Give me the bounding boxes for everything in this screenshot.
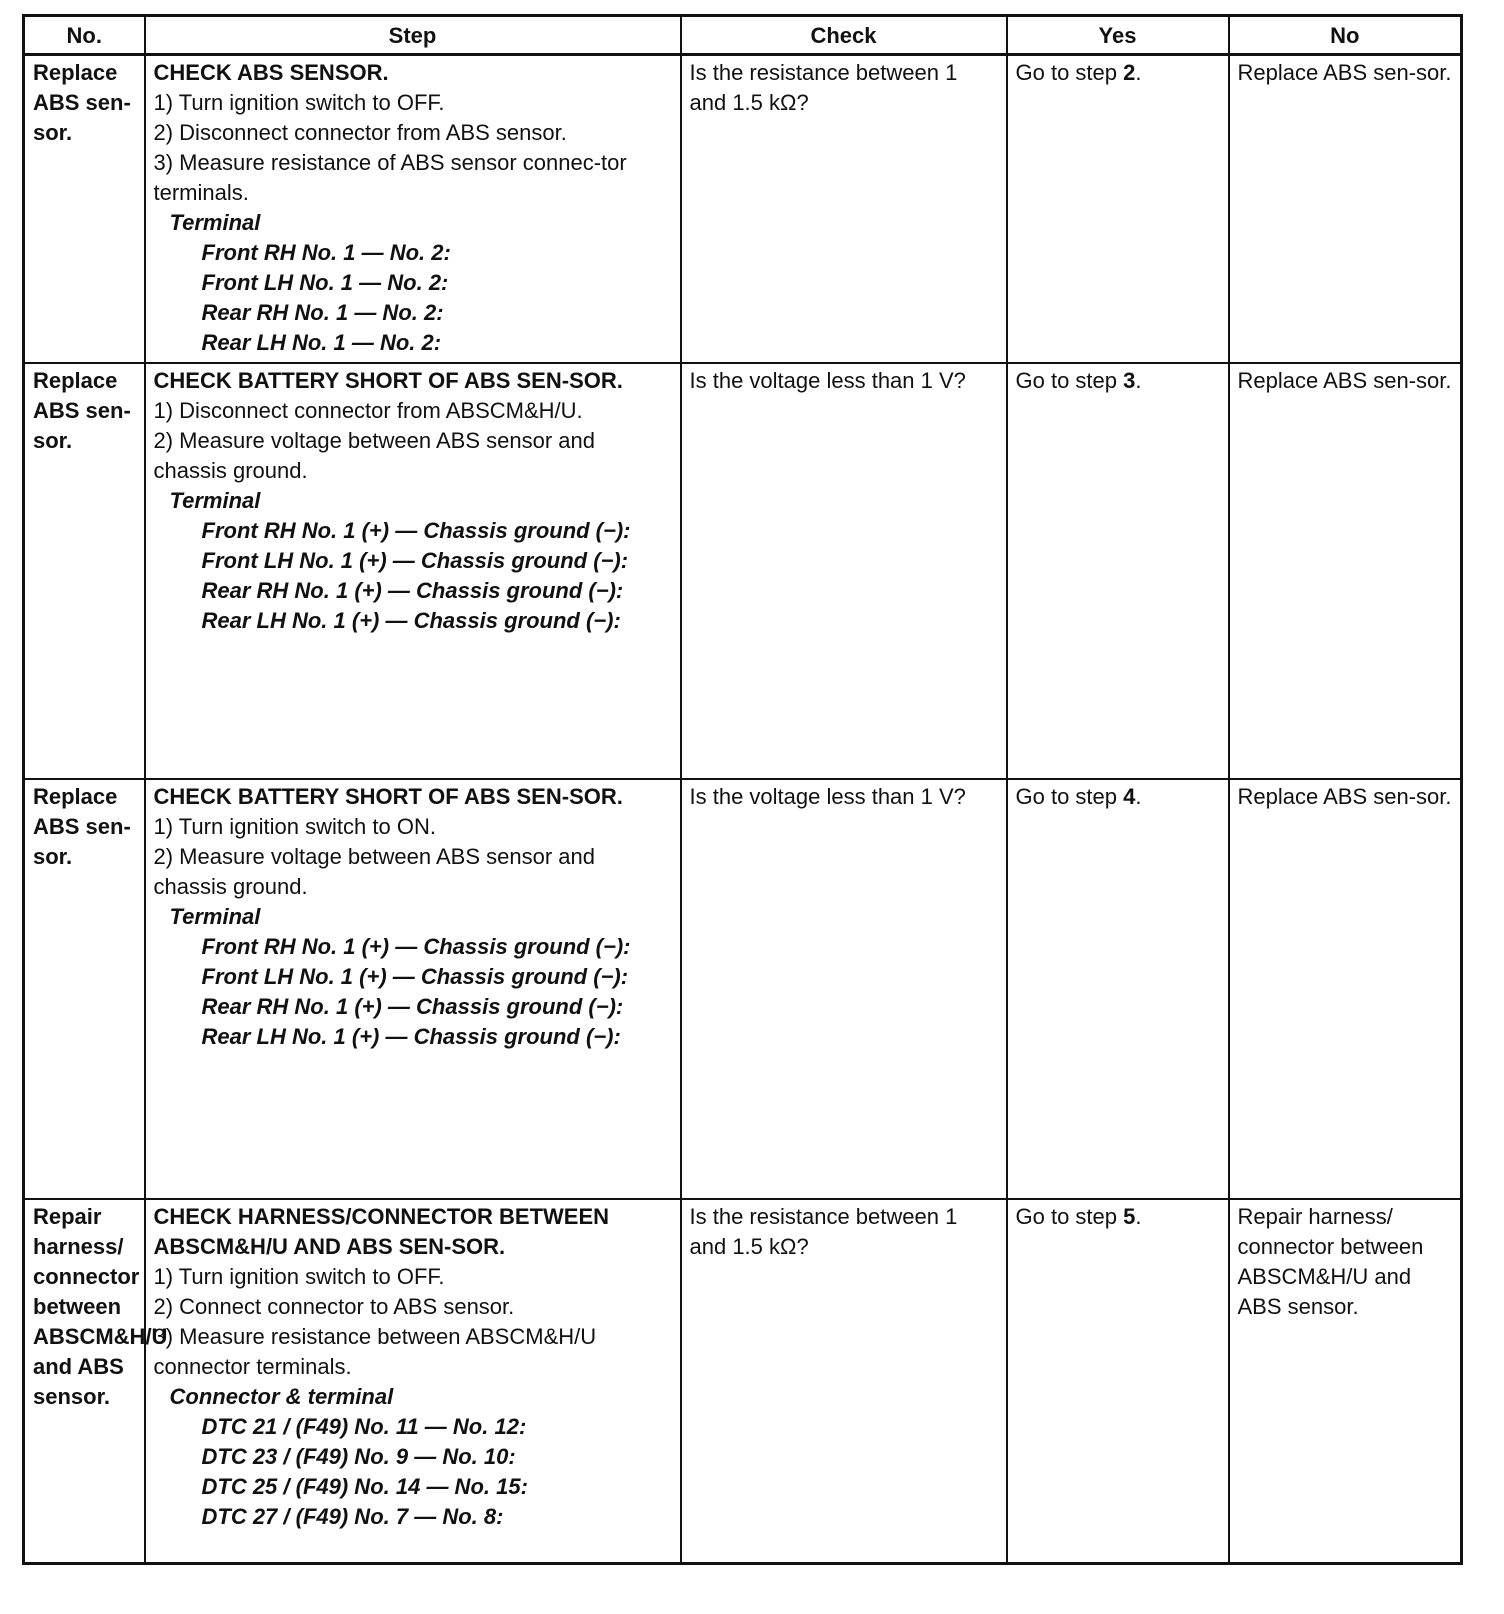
check-cell: Is the voltage less than 1 V? bbox=[681, 363, 1007, 779]
terminal-spec: Rear RH No. 1 (+) — Chassis ground (−): bbox=[201, 994, 624, 1019]
terminal-spec: Front RH No. 1 (+) — Chassis ground (−): bbox=[201, 934, 631, 959]
yes-step-number: 4 bbox=[1123, 784, 1136, 809]
yes-text: Go to step bbox=[1015, 784, 1118, 809]
terminal-spec: Rear RH No. 1 — No. 2: bbox=[201, 300, 444, 325]
no-cell: Replace ABS sen-sor. bbox=[1229, 363, 1462, 779]
terminal-heading: Terminal bbox=[169, 904, 261, 929]
yes-cell: Go to step 2. bbox=[1007, 55, 1229, 364]
step-title: CHECK BATTERY SHORT OF ABS SEN-SOR. bbox=[153, 784, 623, 809]
terminal-spec: Rear RH No. 1 (+) — Chassis ground (−): bbox=[201, 578, 624, 603]
no-cell: Replace ABS sen-sor. bbox=[1229, 779, 1462, 1199]
step-cell bbox=[145, 55, 681, 364]
terminal-heading: Terminal bbox=[169, 210, 261, 235]
step-instruction: 1) Turn ignition switch to ON. bbox=[153, 814, 436, 839]
step-number: Replace ABS sen-sor. bbox=[24, 55, 145, 364]
step-cell bbox=[145, 1199, 681, 1564]
yes-cell: Go to step 3. bbox=[1007, 363, 1229, 779]
terminal-heading: Connector & terminal bbox=[169, 1384, 394, 1409]
table-row bbox=[24, 55, 1462, 364]
header-step: Step bbox=[145, 16, 681, 55]
yes-text: Go to step bbox=[1015, 60, 1118, 85]
table-row bbox=[24, 779, 1462, 1199]
terminal-spec: DTC 23 / (F49) No. 9 — No. 10: bbox=[201, 1444, 516, 1469]
check-cell: Is the voltage less than 1 V? bbox=[681, 779, 1007, 1199]
step-instruction: 1) Turn ignition switch to OFF. bbox=[153, 90, 445, 115]
terminal-spec: Front LH No. 1 (+) — Chassis ground (−): bbox=[201, 964, 629, 989]
terminal-heading: Terminal bbox=[169, 488, 261, 513]
step-instruction: 2) Measure voltage between ABS sensor and chassis ground. bbox=[153, 844, 595, 899]
step-title: CHECK ABS SENSOR. bbox=[153, 60, 389, 85]
terminal-spec: Rear LH No. 1 (+) — Chassis ground (−): bbox=[201, 1024, 621, 1049]
terminal-spec: Front LH No. 1 (+) — Chassis ground (−): bbox=[201, 548, 629, 573]
step-instruction: 2) Measure voltage between ABS sensor and chassis ground. bbox=[153, 428, 595, 483]
terminal-spec: DTC 25 / (F49) No. 14 — No. 15: bbox=[201, 1474, 528, 1499]
terminal-spec: DTC 21 / (F49) No. 11 — No. 12: bbox=[201, 1414, 527, 1439]
terminal-spec: DTC 27 / (F49) No. 7 — No. 8: bbox=[201, 1504, 504, 1529]
step-instruction: 2) Connect connector to ABS sensor. bbox=[153, 1294, 515, 1319]
yes-cell: Go to step 5. bbox=[1007, 1199, 1229, 1564]
terminal-spec: Rear LH No. 1 — No. 2: bbox=[201, 330, 442, 355]
step-number: Replace ABS sen-sor. bbox=[24, 363, 145, 779]
step-instruction: 1) Turn ignition switch to OFF. bbox=[153, 1264, 445, 1289]
yes-step-number: 2 bbox=[1123, 60, 1136, 85]
yes-step-number: 5 bbox=[1123, 1204, 1136, 1229]
no-cell: Replace ABS sen-sor. bbox=[1229, 55, 1462, 364]
step-number: Repair harness/ connector between ABSCM&H/U and ABS sensor. bbox=[24, 1199, 145, 1564]
header-no: No. bbox=[24, 16, 145, 55]
step-title: CHECK BATTERY SHORT OF ABS SEN-SOR. bbox=[153, 368, 623, 393]
diagnostic-table bbox=[22, 14, 1463, 1565]
step-instruction: 3) Measure resistance between ABSCM&H/U connector terminals. bbox=[153, 1324, 597, 1379]
terminal-spec: Front LH No. 1 — No. 2: bbox=[201, 270, 449, 295]
yes-cell: Go to step 4. bbox=[1007, 779, 1229, 1199]
step-instruction: 2) Disconnect connector from ABS sensor. bbox=[153, 120, 567, 145]
step-instruction: 3) Measure resistance of ABS sensor connec-tor terminals. bbox=[153, 150, 627, 205]
table-header-row bbox=[24, 16, 1462, 55]
header-check: Check bbox=[681, 16, 1007, 55]
step-title: CHECK HARNESS/CONNECTOR BETWEEN ABSCM&H/U AND ABS SEN-SOR. bbox=[153, 1204, 610, 1259]
terminal-spec: Rear LH No. 1 (+) — Chassis ground (−): bbox=[201, 608, 621, 633]
check-cell: Is the resistance between 1 and 1.5 kΩ? bbox=[681, 55, 1007, 364]
header-yes: Yes bbox=[1007, 16, 1229, 55]
step-instruction: 1) Disconnect connector from ABSCM&H/U. bbox=[153, 398, 583, 423]
diagnostic-procedure-sheet bbox=[22, 14, 1460, 1565]
terminal-spec: Front RH No. 1 — No. 2: bbox=[201, 240, 451, 265]
step-cell bbox=[145, 363, 681, 779]
yes-text: Go to step bbox=[1015, 368, 1118, 393]
header-no-result: No bbox=[1229, 16, 1462, 55]
no-cell: Repair harness/ connector between ABSCM&H/U and ABS sensor. bbox=[1229, 1199, 1462, 1564]
step-cell bbox=[145, 779, 681, 1199]
table-row bbox=[24, 1199, 1462, 1564]
check-cell: Is the resistance between 1 and 1.5 kΩ? bbox=[681, 1199, 1007, 1564]
terminal-spec: Front RH No. 1 (+) — Chassis ground (−): bbox=[201, 518, 631, 543]
step-number: Replace ABS sen-sor. bbox=[24, 779, 145, 1199]
table-row bbox=[24, 363, 1462, 779]
yes-step-number: 3 bbox=[1123, 368, 1136, 393]
yes-text: Go to step bbox=[1015, 1204, 1118, 1229]
